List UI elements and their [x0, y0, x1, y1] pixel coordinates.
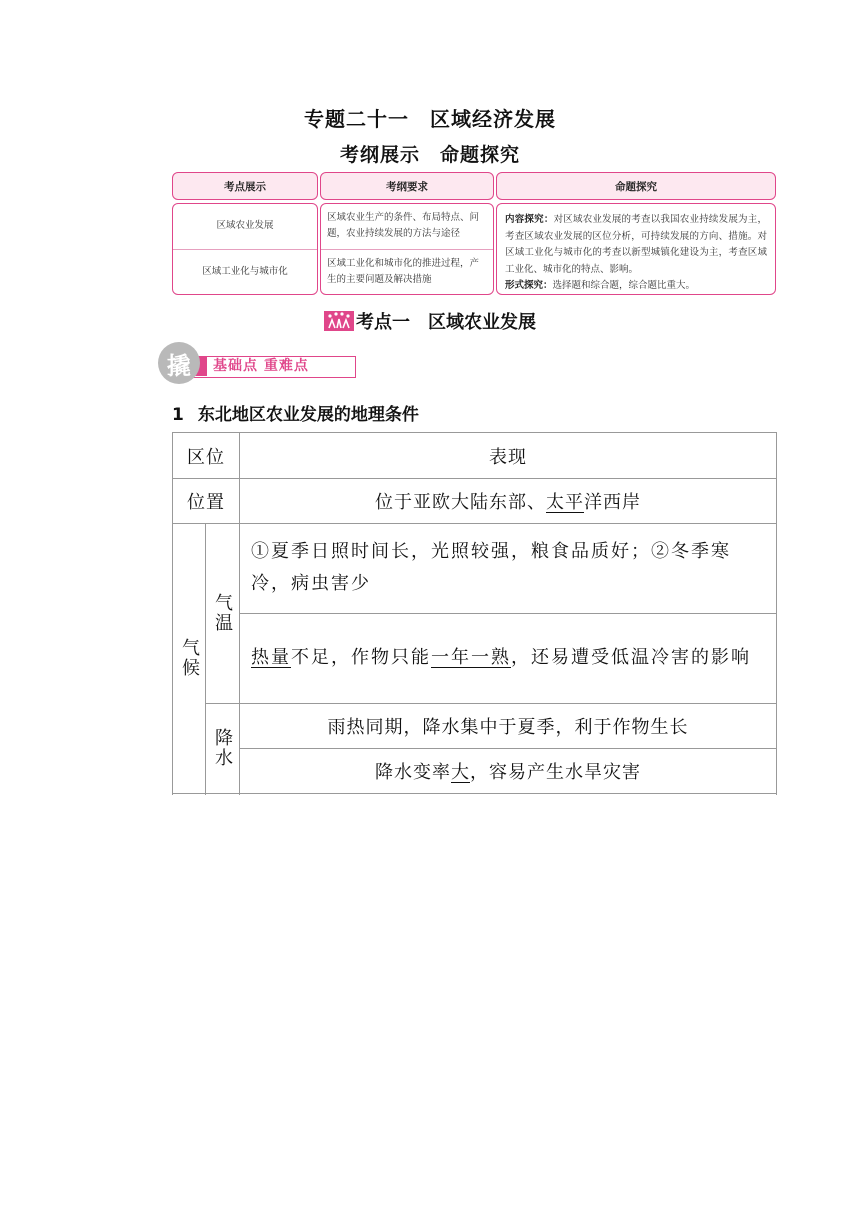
level-tag-text: 基础点 重难点 [213, 358, 309, 374]
outline-header-topic: 考点展示 [172, 172, 318, 200]
page-title: 专题二十一 区域经济发展 [304, 107, 556, 131]
precipitation-text-pre: 降水变率 [375, 761, 451, 783]
temperature-row-2 [239, 613, 777, 703]
kaodian-heading [0, 308, 860, 334]
climate-label: 气候 [179, 638, 200, 678]
precipitation-row-1: 雨热同期，降水集中于夏季，利于作物生长 [327, 716, 689, 738]
temperature-row-1: ①夏季日照时间长，光照较强，粮食品质好；②冬季寒冷，病虫害少 [251, 541, 731, 594]
position-text-pre: 位于亚欧大陆东部、 [375, 491, 546, 513]
pry-icon: 撬 [158, 342, 200, 384]
row-label-climate [173, 523, 205, 793]
temperature-underlined-1: 热量 [251, 647, 291, 668]
level-tag [158, 342, 358, 386]
outline-requirement-2: 区域工业化和城市化的推进过程，产生的主要问题及解决措施 [327, 258, 480, 285]
outline-topic-column [172, 203, 318, 295]
kaodian-heading-text: 考点一 区域农业发展 [356, 312, 536, 333]
precipitation-label: 降水 [212, 728, 233, 768]
section-title [172, 400, 419, 425]
temperature-label: 气温 [212, 593, 233, 633]
explore-content [505, 212, 767, 278]
outline-topic-2: 区域工业化与城市化 [202, 266, 288, 277]
precipitation-underlined: 大 [451, 761, 470, 783]
kaodian-icon [324, 311, 354, 331]
outline-table [172, 172, 776, 295]
outline-topic-1: 区域农业发展 [216, 220, 274, 231]
precipitation-row-2 [239, 748, 777, 793]
explore-content-label: 内容探究： [505, 214, 554, 225]
page-subtitle: 考纲展示 命题探究 [339, 144, 520, 166]
row-label-precipitation [205, 703, 239, 793]
outline-explore-cell [496, 203, 776, 295]
explore-form [505, 278, 767, 295]
explore-form-text: 选择题和综合题，综合题比重大。 [552, 280, 696, 291]
level-tag-bar [188, 356, 356, 378]
outline-requirement-1: 区域农业生产的条件、布局特点、问题，农业持续发展的方法与途径 [327, 212, 480, 239]
section-title-text: 东北地区农业发展的地理条件 [197, 405, 419, 425]
row-label-position: 位置 [187, 491, 225, 513]
row-position-value [239, 478, 777, 523]
header-performance: 表现 [489, 446, 527, 468]
section-number: 1 [172, 405, 184, 425]
outline-header-requirement: 考纲要求 [320, 172, 494, 200]
explore-content-text: 对区域农业发展的考查以我国农业持续发展为主，考查区域农业发展的区位分析，可持续发展的方向、措施。对区域工业化与城市化的考查以新型城镇化建设为主，考查区域工业化、城市化的特点、影响。 [505, 214, 767, 275]
header-location: 区位 [187, 446, 225, 468]
table-rule [173, 793, 777, 794]
temperature-underlined-2: 一年一熟 [431, 647, 511, 668]
position-text-underlined: 太平 [546, 491, 584, 513]
outline-requirement-column [320, 203, 494, 295]
precipitation-text-post: ，容易产生水旱灾害 [470, 761, 641, 783]
outline-header-explore: 命题探究 [496, 172, 776, 200]
temperature-text-mid: 不足，作物只能 [291, 647, 431, 668]
temperature-text-post: ，还易遭受低温冷害的影响 [511, 647, 751, 668]
conditions-table [172, 432, 777, 795]
position-text-post: 洋西岸 [584, 491, 641, 513]
explore-form-label: 形式探究： [505, 280, 553, 291]
row-label-temperature [205, 523, 239, 703]
